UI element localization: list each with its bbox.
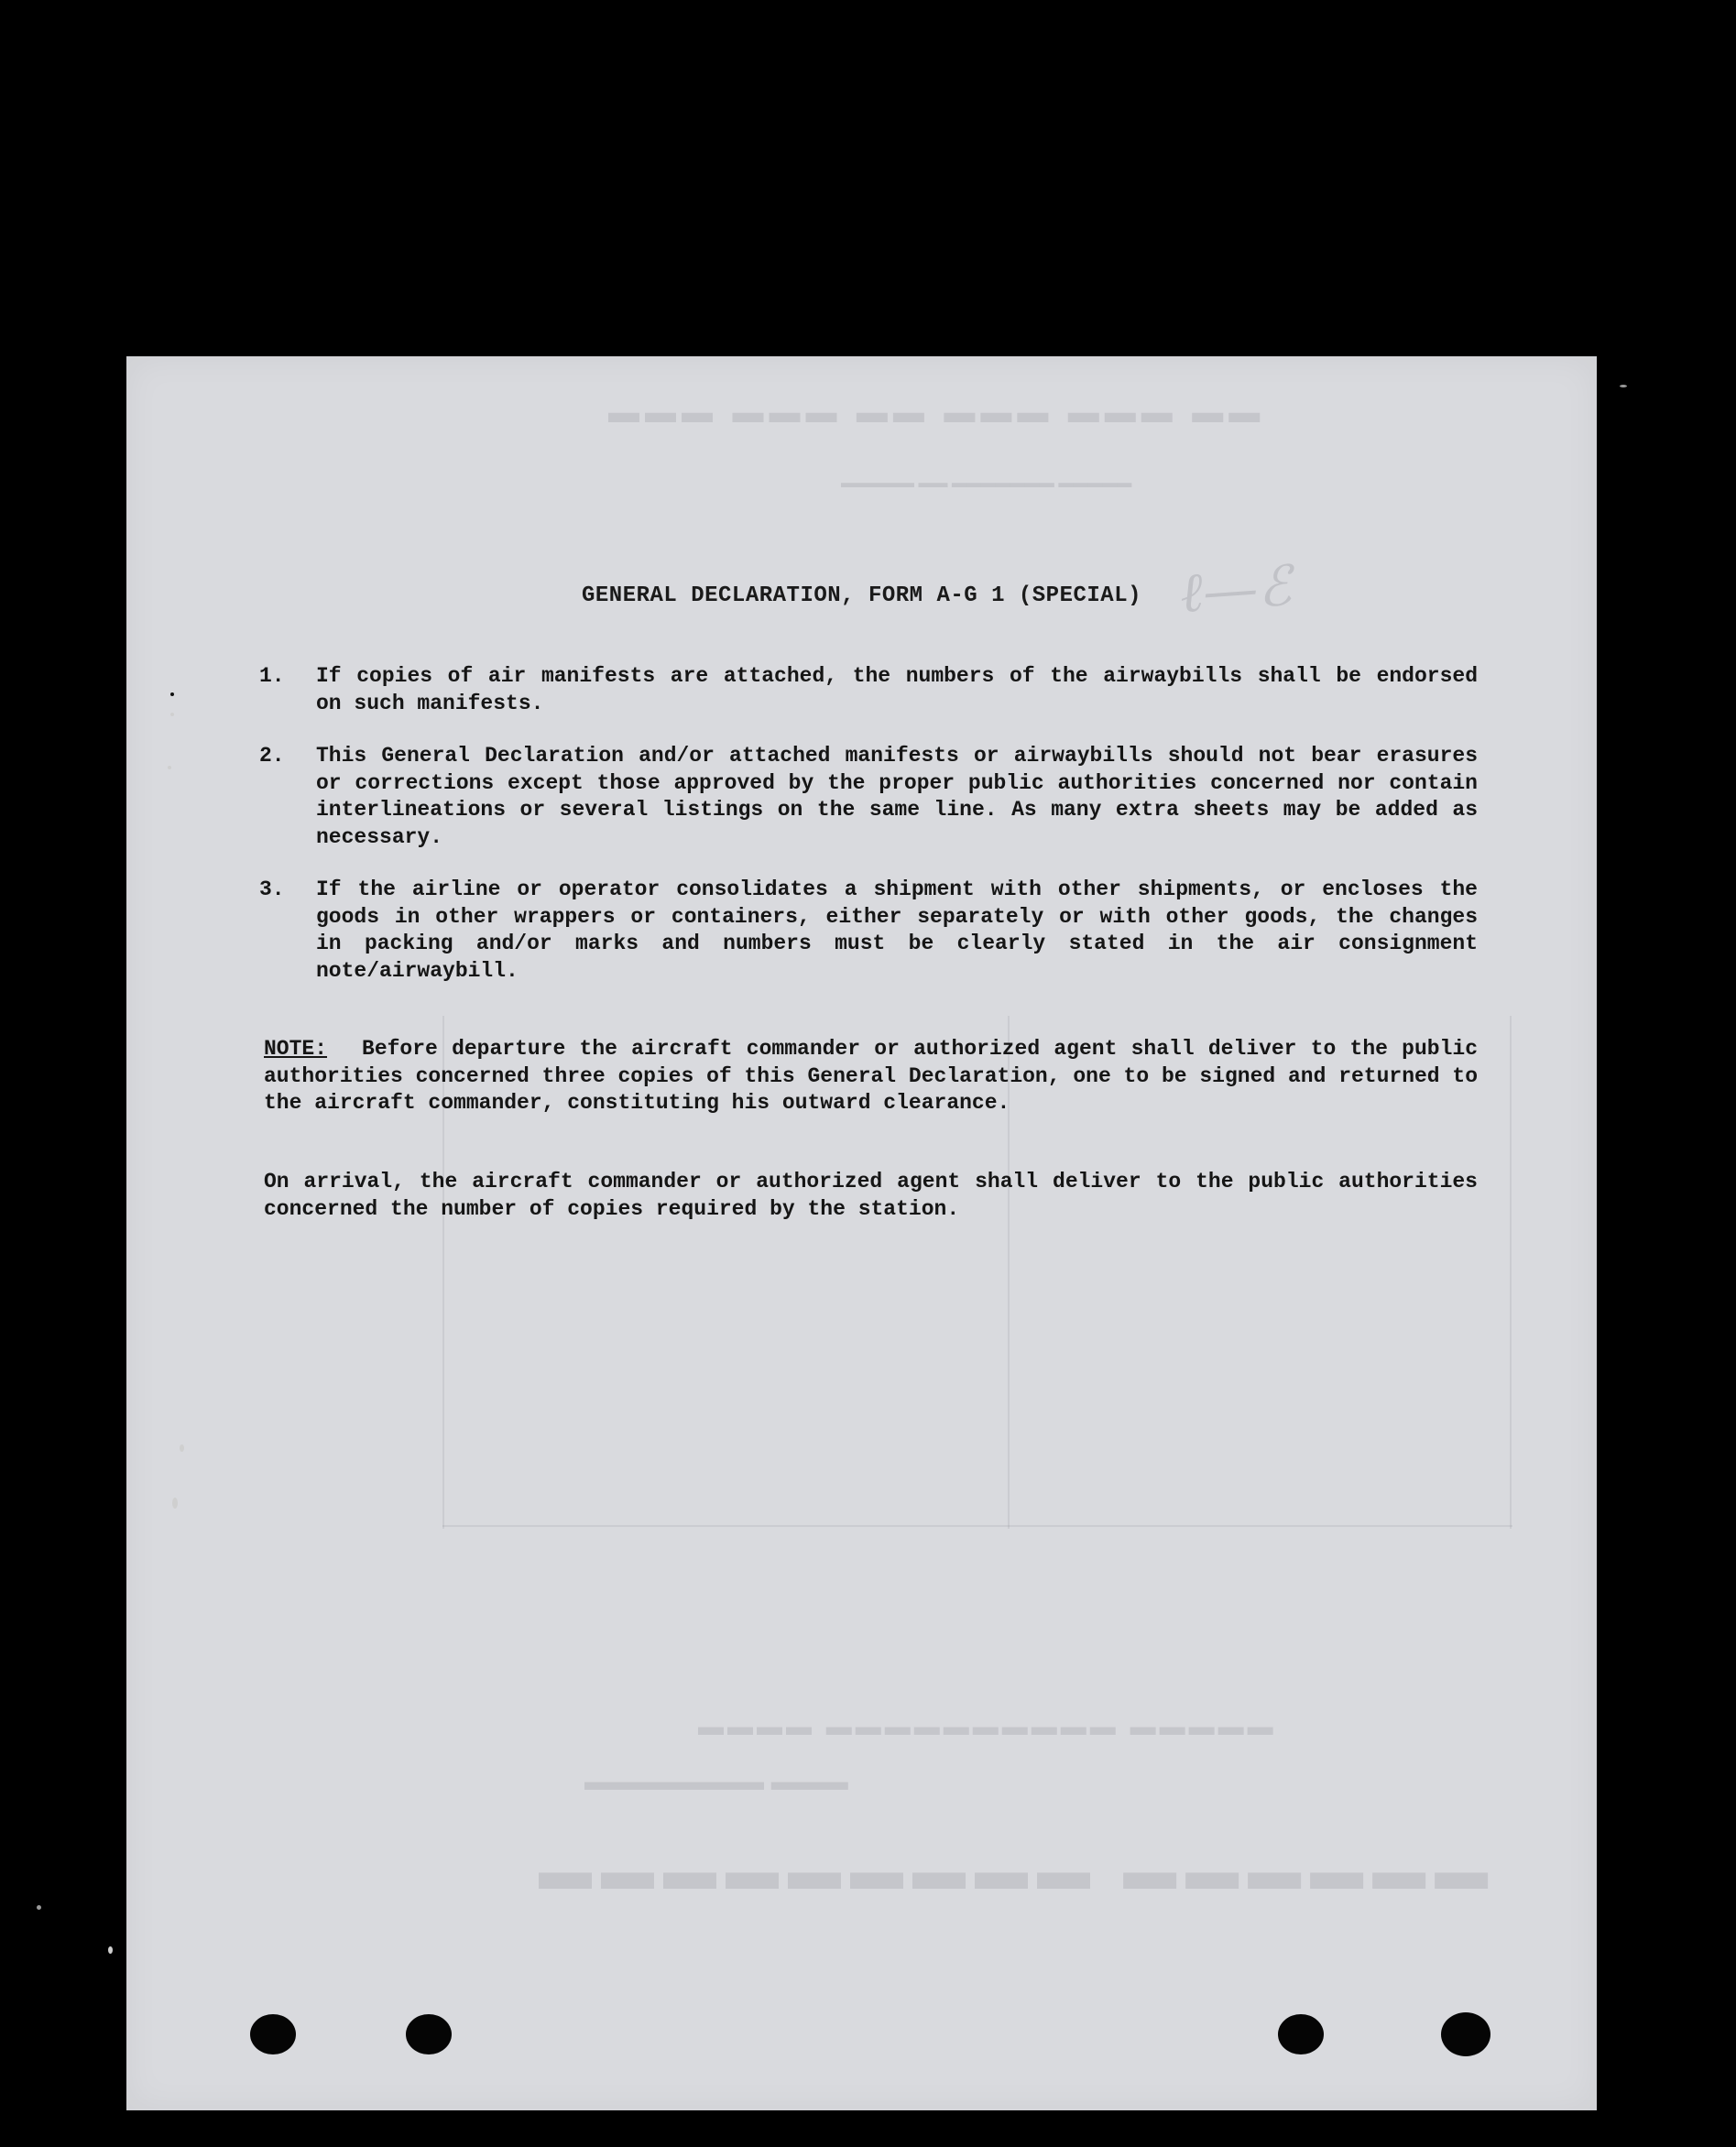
bleed-through-rule (1510, 1016, 1512, 1529)
item-number: 3. (259, 877, 285, 901)
document-title: GENERAL DECLARATION, FORM A-G 1 (SPECIAL) (582, 583, 1141, 608)
item-text: This General Declaration and/or attached manifests or airwaybills should not bear erasures or corrections except those approved by the proper public authorities concerned nor contain interlineations or several listings on the same line. As many extra sheets may be added as necessary. (316, 744, 1478, 849)
document-page (126, 356, 1597, 2110)
scan-speck (1620, 385, 1627, 387)
note-label: NOTE: (264, 1037, 328, 1061)
scan-speck (108, 1946, 113, 1954)
punch-hole (1278, 2014, 1324, 2054)
punch-hole (250, 2014, 296, 2054)
note-text: Before departure the aircraft commander or authorized agent shall deliver to the public authorities concerned three copies of this General Declaration, one to be signed and returned to the aircraft commander, constituting his outward clearance. (264, 1037, 1479, 1115)
bleed-through-text: ▬▬▬▬▬ ▬▬▬▬▬▬▬▬▬▬ ▬▬▬▬ (694, 1712, 1273, 1740)
arrival-paragraph: On arrival, the aircraft commander or authorized agent shall deliver to the public authorities concerned the number of copies required by the station. (264, 1170, 1478, 1221)
bleed-through-text: ▬▬▬▬▬▬ ▬▬▬▬▬▬▬▬▬ (530, 1841, 1489, 1901)
scan-speck (168, 766, 171, 769)
item-number: 2. (259, 744, 285, 768)
instruction-item (259, 663, 1478, 717)
instruction-item (259, 743, 1478, 851)
note-paragraph (264, 1036, 1478, 1117)
item-text: If the airline or operator consolidates a shipment with other shipments, or encloses the goods in other wrappers or containers, either separately or with other goods, the changes in packing and/or marks and numbers must be clearly stated in the air consignment note/airwaybill. (316, 877, 1478, 983)
bleed-through-text: ▬▬ ▬▬▬ ▬▬▬ ▬▬ ▬▬▬ ▬▬▬ (603, 395, 1261, 430)
bleed-through-text: ▬▬▬ ▬▬▬▬▬▬▬ (584, 1767, 848, 1795)
item-number: 1. (259, 664, 285, 688)
punch-hole (1441, 2012, 1490, 2056)
scan-speck (180, 1444, 184, 1452)
handwritten-mark: ℓ—ℰ (1177, 553, 1294, 627)
scan-speck (172, 1498, 178, 1509)
scan-speck (170, 713, 174, 716)
item-text: If copies of air manifests are attached, the numbers of the airwaybills shall be endorsed on such manifests. (316, 664, 1478, 715)
punch-hole (406, 2014, 452, 2054)
instruction-item (259, 877, 1478, 985)
scan-speck (37, 1905, 41, 1910)
bleed-through-text: ▬▬▬▬▬ ▬▬▬▬▬▬▬ ▬▬ ▬▬▬▬▬ (841, 475, 1132, 491)
scan-speck (170, 692, 174, 696)
bleed-through-rule (442, 1525, 1512, 1527)
